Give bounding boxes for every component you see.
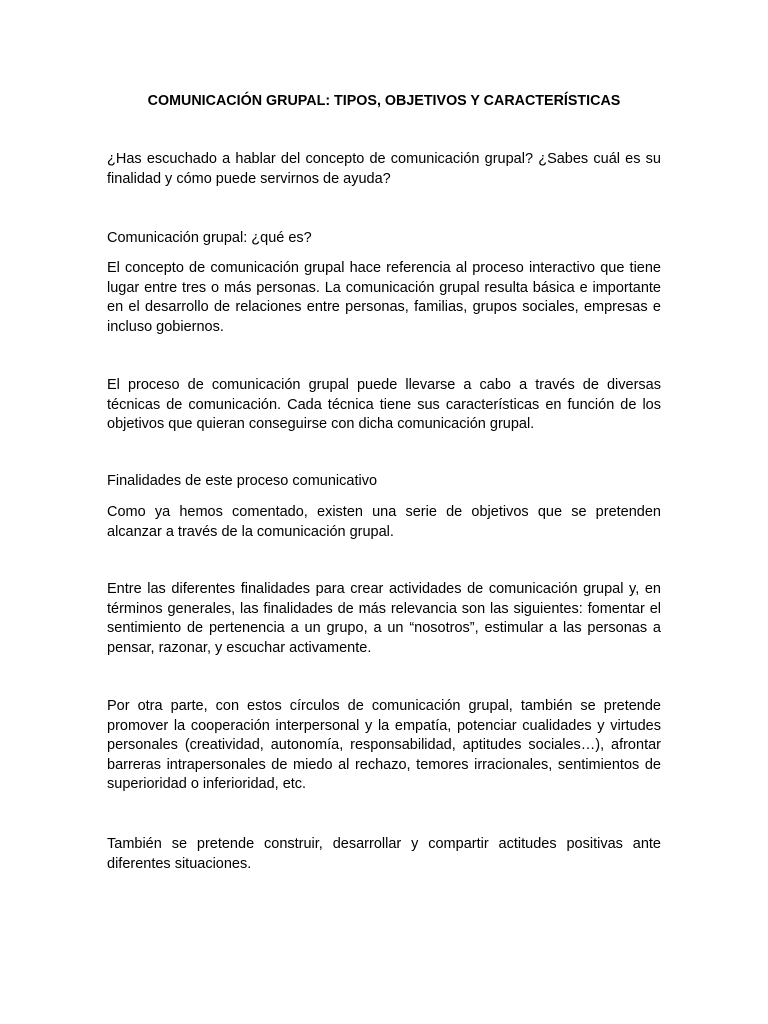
document-title: COMUNICACIÓN GRUPAL: TIPOS, OBJETIVOS Y CARACTERÍSTICAS — [147, 93, 621, 109]
section-heading-que-es: Comunicación grupal: ¿qué es? — [107, 230, 312, 246]
paragraph-attitudes: También se pretende construir, desarrollar y compartir actitudes positivas ante diferentes situaciones. — [107, 836, 661, 872]
paragraph-techniques: El proceso de comunicación grupal puede llevarse a cabo a través de diversas técnicas de comunicación. Cada técnica tiene sus características en función de los objetivos que quieran conseguirse con dicha comunicación grupal. — [107, 377, 661, 432]
paragraph-definition: El concepto de comunicación grupal hace referencia al proceso interactivo que tiene lugar entre tres o más personas. La comunicación grupal resulta básica e importante en el desarrollo de relaciones entre personas, familias, grupos sociales, empresas e incluso gobiernos. — [107, 260, 661, 335]
section-heading-finalidades: Finalidades de este proceso comunicativo — [107, 473, 378, 489]
paragraph-cooperation: Por otra parte, con estos círculos de comunicación grupal, también se pretende promover la cooperación interpersonal y la empatía, potenciar cualidades y virtudes personales (creatividad, autonomía, responsabilidad, aptitudes sociales…), afrontar barreras intrapersonales de miedo al rechazo, temores irracionales, sentimientos de superioridad o inferioridad, etc. — [107, 698, 661, 792]
paragraph-finalidades-list: Entre las diferentes finalidades para crear actividades de comunicación grupal y, en términos generales, las finalidades de más relevancia son las siguientes: fomentar el sentimiento de pertenencia a un grupo, a un “nosotros”, estimular a las personas a pensar, razonar, y escuchar activamente. — [107, 581, 661, 656]
intro-paragraph: ¿Has escuchado a hablar del concepto de comunicación grupal? ¿Sabes cuál es su finalidad y cómo puede servirnos de ayuda? — [107, 151, 661, 187]
paragraph-objectives: Como ya hemos comentado, existen una serie de objetivos que se pretenden alcanzar a través de la comunicación grupal. — [107, 504, 661, 540]
